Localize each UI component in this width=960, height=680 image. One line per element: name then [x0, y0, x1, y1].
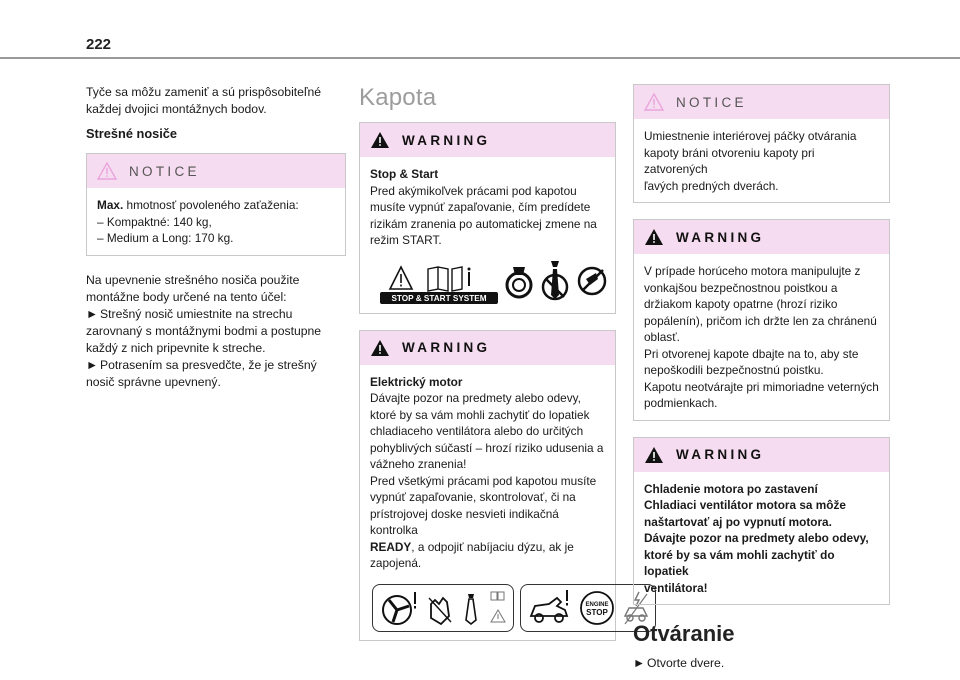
- electric-motor-pictograms: [370, 572, 609, 632]
- warning-line-ready: [370, 539, 606, 556]
- notice-line: Umiestnenie interiérovej páčky otvárania: [644, 129, 857, 143]
- warning-line: nepoškodili bezpečnostnú poistku.: [644, 363, 824, 377]
- notice-line: kapoty bráni otvoreniu kapoty pri zatvorených: [644, 145, 815, 176]
- warning-line: Pri otvorenej kapote dbajte na to, aby ste: [644, 346, 859, 361]
- notice-header: [634, 85, 889, 119]
- warning-line: ktoré by sa vám mohli zachytiť do lopatiek: [370, 407, 590, 422]
- step-line: nosič správne upevnený.: [86, 374, 221, 389]
- open-step: [633, 655, 890, 672]
- column-1: [86, 84, 346, 399]
- warning-triangle-icon: [370, 131, 390, 149]
- warning-line: Dávajte pozor na predmety alebo odevy,: [370, 391, 581, 405]
- hand-hazard-icon: [427, 588, 453, 628]
- stop-label: STOP: [586, 607, 608, 617]
- warning-title: WARNING: [402, 132, 491, 148]
- warning-line: držiakom kapoty opatrne (hrozí riziko: [644, 297, 838, 311]
- warning-line: vážneho zranenia!: [370, 457, 467, 471]
- notice-title: NOTICE: [676, 94, 747, 110]
- bullet-arrow-icon: ►: [86, 357, 99, 372]
- warning-box-electric-motor: [359, 330, 616, 641]
- column-3: [633, 84, 890, 680]
- warning-line: musíte vypnúť zapaľovanie, čím predídete: [370, 200, 591, 214]
- warning-line: režim START.: [370, 233, 442, 247]
- para-line: Na upevnenie strešného nosiča použite: [86, 272, 300, 287]
- warning-line: prístrojovej doske nesvieti indikačná kontrolka: [370, 506, 559, 537]
- warning-triangle-icon: [644, 228, 664, 246]
- roof-rack-heading: Strešné nosiče: [86, 126, 178, 141]
- warning-line: pohyblivých súčastí – hrozí riziko udusenia a: [370, 440, 604, 455]
- intro-line: Tyče sa môžu zameniť a sú prispôsobiteľné: [86, 85, 322, 99]
- no-hands-fan-icon: [576, 255, 608, 305]
- warning-line: popálenín), pričom ich držte len za chránenú: [644, 313, 877, 328]
- notice-header: [87, 154, 345, 188]
- warning-title: WARNING: [402, 340, 491, 355]
- warning-line: Kapotu neotvárajte pri mimoriadne veterných: [644, 379, 879, 394]
- caution-triangle-icon: [97, 162, 117, 180]
- notice-body: [634, 119, 889, 202]
- warning-line: chladiaceho ventilátora alebo do určitých: [370, 424, 584, 438]
- stop-start-pictograms: [370, 249, 606, 305]
- warning-box-stop-start: [359, 122, 616, 314]
- tie-hazard-icon: [461, 588, 481, 628]
- intro-text: [86, 84, 346, 118]
- warning-header: [634, 220, 889, 254]
- warning-title: WARNING: [676, 229, 765, 245]
- section-title-otvaranie: Otváranie: [633, 621, 735, 646]
- notice-line: ľavých predných dverách.: [644, 178, 779, 193]
- fan-hazard-icon: [379, 588, 419, 628]
- notice-body: [87, 188, 345, 255]
- warning-body: [634, 254, 889, 420]
- open-hood-car-icon: [527, 588, 571, 628]
- step-line: Potrasením sa presvedčte, že je strešný: [100, 357, 317, 372]
- top-divider: [0, 57, 960, 59]
- open-step-text: Otvorte dvere.: [647, 656, 725, 670]
- warning-header: [360, 123, 615, 157]
- warning-line: Dávajte pozor na predmety alebo odevy,: [644, 531, 869, 545]
- warning-body: [360, 365, 615, 640]
- step-line: každý z nich pripevnite k streche.: [86, 340, 266, 355]
- notice-title: NOTICE: [129, 163, 200, 179]
- max-label-rest: hmotnosť povoleného zaťaženia:: [123, 198, 299, 212]
- belt-hazard-icon: [504, 255, 534, 305]
- warning-line: V prípade horúceho motora manipulujte z: [644, 264, 861, 278]
- bullet-arrow-icon: ►: [633, 656, 646, 670]
- notice-box-hood-lever: [633, 84, 890, 203]
- warning-title: WARNING: [676, 447, 765, 462]
- max-load-line: [97, 197, 336, 214]
- ready-word: READY: [370, 539, 412, 554]
- engine-stop-button-icon: [579, 590, 615, 626]
- stop-start-system-label: STOP & START SYSTEM: [391, 293, 487, 303]
- warning-line: vypnúť zapaľovanie, skontrolovať, či na: [370, 490, 576, 504]
- warning-subheading: Stop & Start: [370, 167, 439, 181]
- warning-line: Chladiaci ventilátor motora sa môže: [644, 498, 846, 512]
- warning-line: ktoré by sa vám mohli zachytiť do lopatiek: [644, 547, 835, 578]
- warning-body: [360, 157, 615, 313]
- warning-line: Chladenie motora po zastavení: [644, 481, 818, 496]
- para-line: montážne body určené na tento účel:: [86, 289, 287, 304]
- warning-line: naštartovať aj po vypnutí motora.: [644, 514, 832, 529]
- max-label: Max.: [97, 198, 124, 212]
- warning-header: [360, 331, 615, 365]
- warning-line: Pred akýmikoľvek prácami pod kapotou: [370, 183, 577, 198]
- warning-line: oblasť.: [644, 330, 680, 344]
- warning-line: podmienkach.: [644, 396, 718, 410]
- warning-line: zapojená.: [370, 556, 422, 570]
- warning-body: [634, 472, 889, 605]
- warning-triangle-icon: [370, 339, 390, 357]
- fan-hazard-pictogram-group: [372, 584, 514, 632]
- mounting-paragraph: [86, 272, 346, 391]
- stop-start-warning-label-icon: [380, 255, 498, 305]
- page-number: 222: [86, 36, 112, 53]
- load-item: – Medium a Long: 170 kg.: [97, 231, 234, 245]
- load-item: – Kompaktné: 140 kg,: [97, 214, 212, 229]
- bullet-arrow-icon: ►: [86, 306, 99, 321]
- section-title-kapota: Kapota: [359, 84, 437, 111]
- ready-rest: , a odpojiť nabíjaciu dýzu, ak je: [411, 539, 574, 554]
- intro-line: každej dvojici montážnych bodov.: [86, 102, 267, 116]
- warning-line: Pred všetkými prácami pod kapotou musíte: [370, 473, 597, 488]
- step-line: Strešný nosič umiestnite na strechu: [100, 306, 293, 321]
- engine-label: ENGINE: [585, 601, 609, 608]
- no-tie-hazard-icon: [540, 255, 570, 305]
- column-2: [359, 84, 616, 657]
- warning-line: rizikám zranenia po automatickej zmene na: [370, 216, 597, 231]
- warning-line: ventilátora!: [644, 580, 708, 595]
- warning-triangle-icon: [644, 446, 664, 464]
- warning-subheading: Elektrický motor: [370, 374, 463, 389]
- manual-read-icon: [489, 588, 507, 628]
- warning-box-cooling-fan: [633, 437, 890, 606]
- notice-box-load: [86, 153, 346, 256]
- step-line: zarovnaný s montážnymi bodmi a postupne: [86, 323, 322, 338]
- warning-header: [634, 438, 889, 472]
- caution-triangle-icon: [644, 93, 664, 111]
- warning-box-hot-engine: [633, 219, 890, 421]
- warning-line: vonkajšou bezpečnostnou poistkou a: [644, 280, 838, 295]
